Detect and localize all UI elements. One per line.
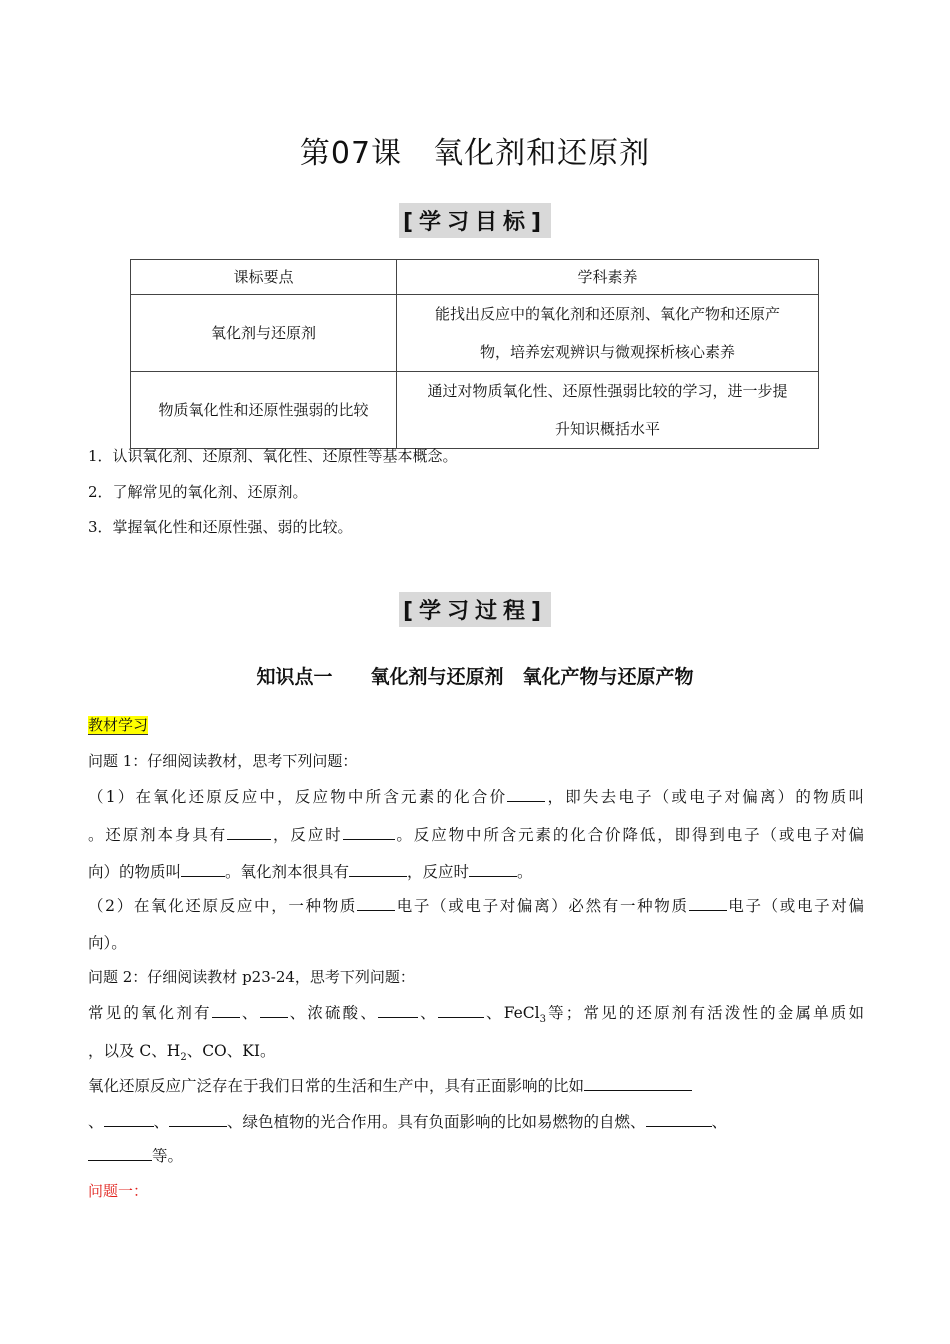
blank <box>646 1112 712 1127</box>
text: 、 <box>88 1113 104 1131</box>
blank <box>227 825 271 840</box>
q1-line-5: 向）。 <box>88 934 127 952</box>
blank <box>104 1112 154 1127</box>
table-header-cell: 学科素养 <box>397 260 819 295</box>
text: ，反应时 <box>271 826 343 844</box>
goal-item: 2．了解常见的氧化剂、还原剂。 <box>88 483 308 501</box>
q2-line-4 <box>88 1110 864 1132</box>
text: （1）在氧化还原反应中，反应物中所含元素的化合价 <box>88 788 508 806</box>
q1-line-4 <box>88 894 864 916</box>
text: 、FeCl <box>483 1004 540 1022</box>
blank <box>378 1003 418 1018</box>
table-row <box>131 372 819 449</box>
q1-line-2 <box>88 823 864 845</box>
table-row <box>131 295 819 372</box>
text: 、浓硫酸、 <box>287 1004 379 1022</box>
text: 、 <box>711 1113 728 1131</box>
goal-item: 1．认识氧化剂、还原剂、氧化性、还原性等基本概念。 <box>88 447 458 465</box>
table-header-row <box>131 260 819 295</box>
q2-line-5 <box>88 1144 864 1166</box>
table-header-cell: 课标要点 <box>131 260 397 295</box>
text: ，反应时 <box>407 863 470 881</box>
table-cell-line: 升知识概括水平 <box>554 420 660 438</box>
q2-line-2 <box>88 1039 864 1063</box>
page-title: 第07课 氧化剂和还原剂 <box>299 136 651 171</box>
goals-table <box>130 259 819 449</box>
blank <box>438 1003 484 1018</box>
text: 电子（或电子对偏 <box>726 897 864 915</box>
text: ，即失去电子（或电子对偏离）的物质叫 <box>545 788 864 806</box>
q1-line-1 <box>88 785 864 807</box>
table-cell-line: 通过对物质氧化性、还原性强弱比较的学习，进一步提 <box>427 382 788 400</box>
tag-line <box>88 714 868 735</box>
blank <box>357 896 395 911</box>
knowledge-heading: 知识点一 氧化剂与还原剂 氧化产物与还原产物 <box>256 666 694 688</box>
text: 。反应物中所含元素的化合价降低，即得到电子（或电子对偏 <box>394 826 864 844</box>
text: 等；常见的还原剂有活泼性的金属单质如 <box>545 1004 864 1022</box>
table-cell-point: 氧化剂与还原剂 <box>131 295 397 372</box>
subscript: 3 <box>539 1014 546 1026</box>
blank <box>212 1003 240 1018</box>
goal-item: 3．掌握氧化性和还原性强、弱的比较。 <box>88 518 353 536</box>
table-cell-line: 物，培养宏观辨识与微观探析核心素养 <box>479 343 735 361</box>
blank <box>88 1146 152 1161</box>
text: 、CO、KI。 <box>186 1042 276 1060</box>
text: 等。 <box>152 1147 184 1165</box>
blank <box>469 862 517 877</box>
text: 。还原剂本身具有 <box>88 826 228 844</box>
text: 常见的氧化剂有 <box>88 1004 212 1022</box>
problem-label: 问题一： <box>88 1182 149 1200</box>
text: 向）的物质叫 <box>88 863 182 881</box>
goals-badge <box>0 203 950 238</box>
blank <box>260 1003 288 1018</box>
text: ，以及 C、H <box>88 1042 181 1060</box>
q1-line-3 <box>88 860 864 882</box>
q2-line-1 <box>88 1001 864 1025</box>
blank <box>689 896 727 911</box>
blank <box>343 825 395 840</box>
table-cell-literacy <box>397 295 819 372</box>
blank <box>181 862 225 877</box>
blank <box>349 862 407 877</box>
textbook-tag: 教材学习 <box>88 716 149 734</box>
blank <box>507 787 545 802</box>
table-cell-line: 能找出反应中的氧化剂和还原剂、氧化产物和还原产 <box>434 305 780 323</box>
text: 、 <box>418 1004 438 1022</box>
text: 。 <box>517 863 533 881</box>
subscript: 2 <box>180 1052 187 1064</box>
text: 氧化还原反应广泛存在于我们日常的生活和生产中，具有正面影响的比如 <box>88 1077 585 1095</box>
question-2-title: 问题 2：仔细阅读教材 p23-24，思考下列问题： <box>88 968 415 986</box>
text: 、 <box>239 1004 260 1022</box>
goals-badge-label: [学习目标] <box>399 203 551 238</box>
text: （2）在氧化还原反应中，一种物质 <box>88 897 358 915</box>
blank <box>584 1076 692 1091</box>
table-cell-literacy <box>397 372 819 449</box>
question-1-title: 问题 1：仔细阅读教材，思考下列问题： <box>88 752 358 770</box>
text: 、绿色植物的光合作用。具有负面影响的比如易燃物的自燃、 <box>227 1113 646 1131</box>
process-badge-label: [学习过程] <box>399 592 551 627</box>
blank <box>169 1112 227 1127</box>
table-cell-point: 物质氧化性和还原性强弱的比较 <box>131 372 397 449</box>
text: 。氧化剂本很具有 <box>225 863 350 881</box>
text: 、 <box>153 1113 170 1131</box>
process-badge <box>0 592 950 627</box>
text: 电子（或电子对偏离）必然有一种物质 <box>395 897 689 915</box>
q2-line-3 <box>88 1074 864 1096</box>
